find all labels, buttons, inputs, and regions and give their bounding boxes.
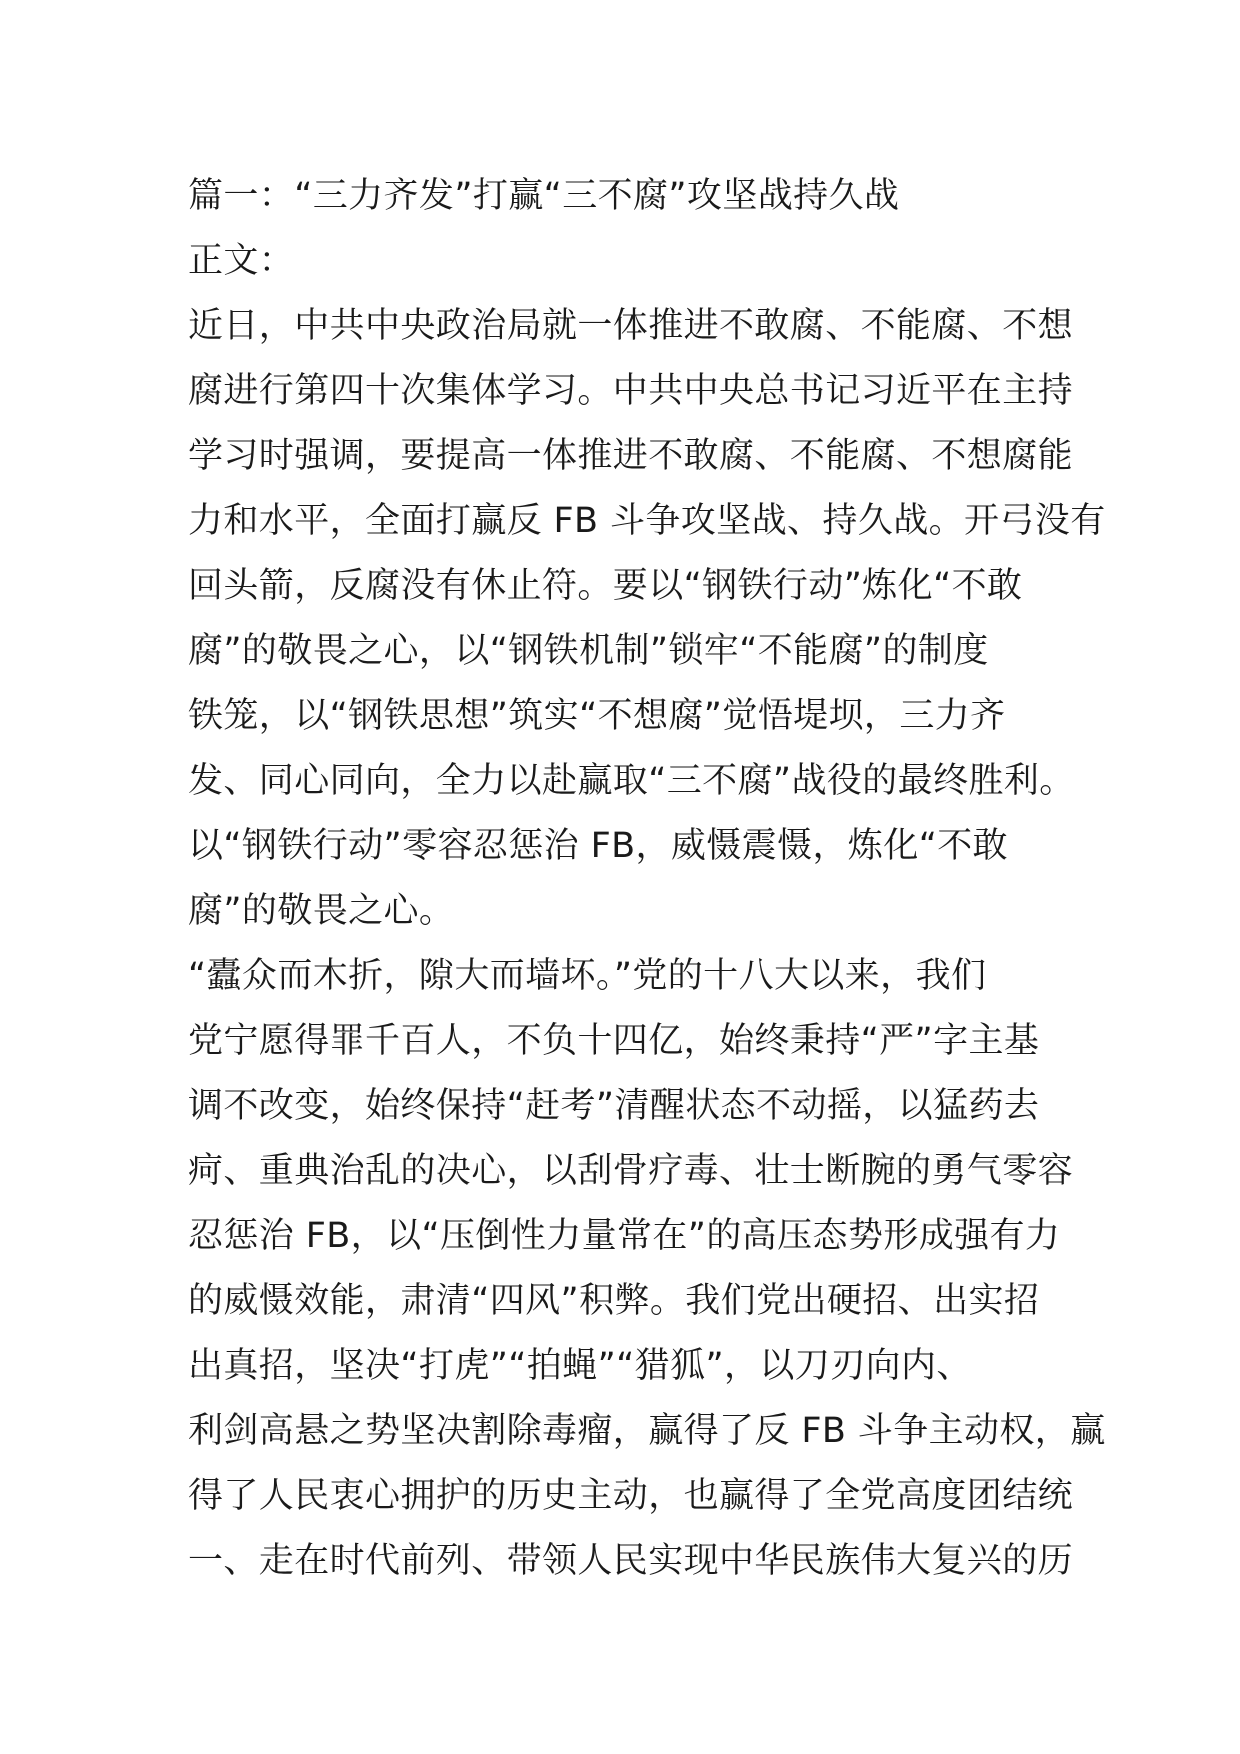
paragraph-line: 党宁愿得罪千百人，不负十四亿，始终秉持“严”字主基 bbox=[188, 1021, 1040, 1061]
paragraph-line: 发、同心同向，全力以赴赢取“三不腐”战役的最终胜利。 bbox=[188, 761, 1075, 801]
paragraph-line: 以“钢铁行动”零容忍惩治 FB，威慑震慑，炼化“不敢 bbox=[188, 826, 1009, 866]
paragraph-line: 腐”的敬畏之心，以“钢铁机制”锁牢“不能腐”的制度 bbox=[188, 631, 989, 671]
paragraph-line: 出真招，坚决“打虎”“拍蝇”“猎狐”，以刀刃向内、 bbox=[188, 1346, 972, 1386]
paragraph-line: 学习时强调，要提高一体推进不敢腐、不能腐、不想腐能 bbox=[188, 436, 1074, 476]
paragraph-line: 腐”的敬畏之心。 bbox=[188, 891, 455, 931]
body-label: 正文： bbox=[188, 241, 295, 281]
paragraph-line: 力和水平，全面打赢反 FB 斗争攻坚战、持久战。开弓没有 bbox=[188, 501, 1106, 541]
paragraph-line: 调不改变，始终保持“赶考”清醒状态不动摇，以猛药去 bbox=[188, 1086, 1040, 1126]
paragraph-line: 铁笼，以“钢铁思想”筑实“不想腐”觉悟堤坝，三力齐 bbox=[188, 696, 1006, 736]
paragraph-line: 一、走在时代前列、带领人民实现中华民族伟大复兴的历 bbox=[188, 1541, 1074, 1581]
paragraph-line: 忍惩治 FB，以“压倒性力量常在”的高压态势形成强有力 bbox=[188, 1216, 1061, 1256]
paragraph-line: “蠹众而木折，隙大而墙坏。”党的十八大以来，我们 bbox=[188, 956, 987, 996]
document-title: 篇一：“三力齐发”打赢“三不腐”攻坚战持久战 bbox=[188, 176, 900, 216]
paragraph-line: 回头箭，反腐没有休止符。要以“钢铁行动”炼化“不敢 bbox=[188, 566, 1023, 606]
paragraph-line: 的威慑效能，肃清“四风”积弊。我们党出硬招、出实招 bbox=[188, 1281, 1040, 1321]
paragraph-line: 得了人民衷心拥护的历史主动，也赢得了全党高度团结统 bbox=[188, 1476, 1074, 1516]
paragraph-line: 利剑高悬之势坚决割除毒瘤，赢得了反 FB 斗争主动权，赢 bbox=[188, 1411, 1106, 1451]
paragraph-line: 腐进行第四十次集体学习。中共中央总书记习近平在主持 bbox=[188, 371, 1074, 411]
paragraph-line: 近日，中共中央政治局就一体推进不敢腐、不能腐、不想 bbox=[188, 306, 1074, 346]
paragraph-line: 疴、重典治乱的决心，以刮骨疗毒、壮士断腕的勇气零容 bbox=[188, 1151, 1074, 1191]
document-body bbox=[188, 164, 1106, 1594]
